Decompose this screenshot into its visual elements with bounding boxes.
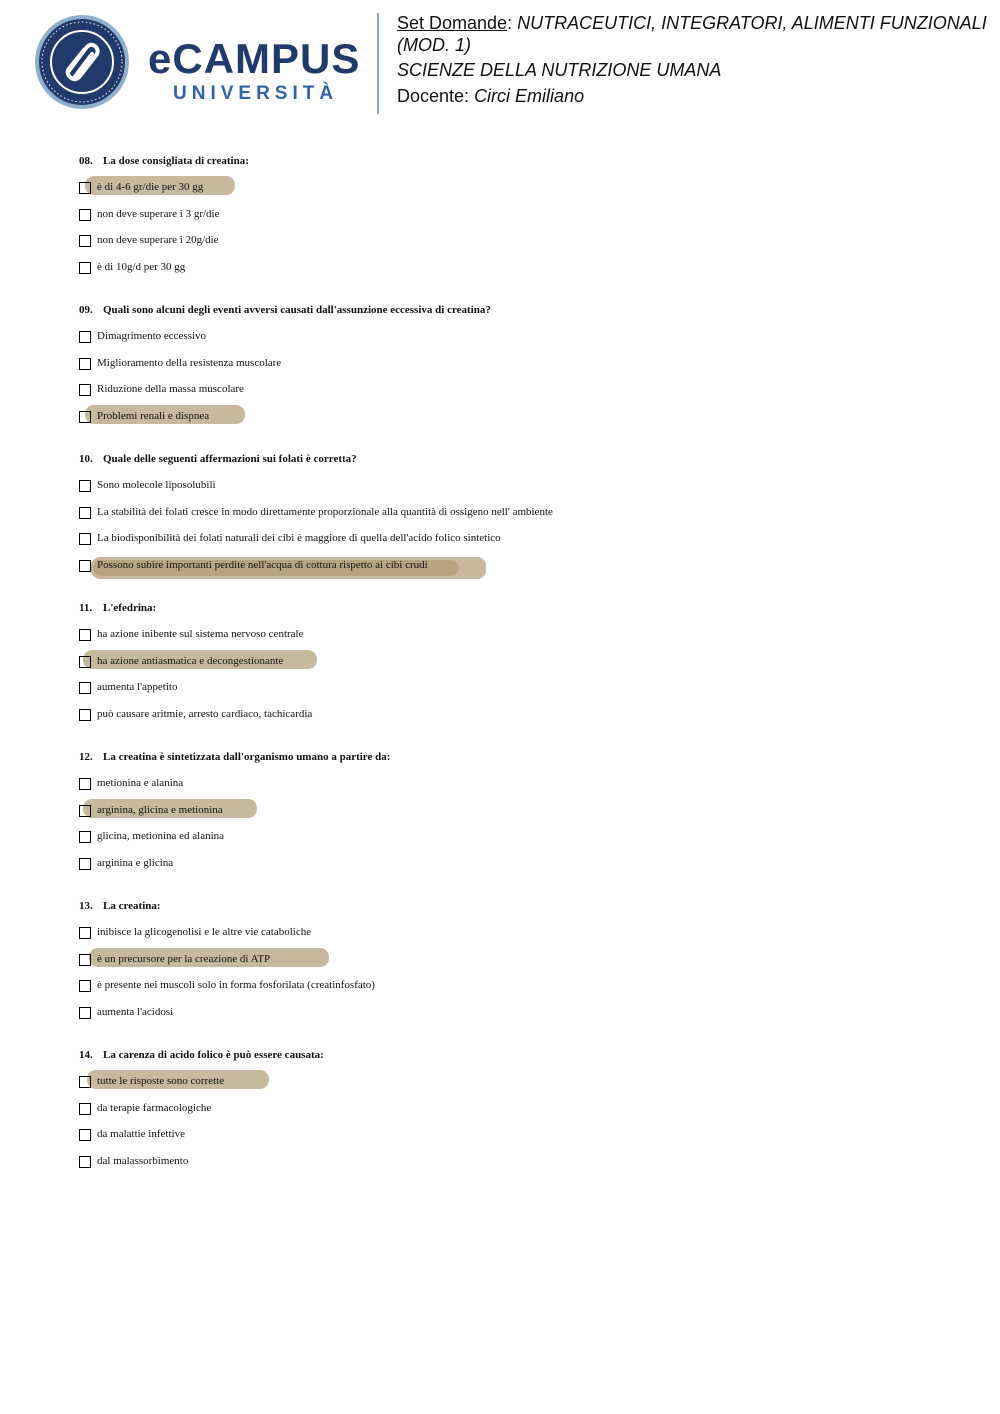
- question-14: [79, 1047, 959, 1179]
- question-title: [79, 898, 959, 915]
- answer-option[interactable]: [79, 477, 959, 504]
- answer-text: inibisce la glicogenolisi e le altre vie cataboliche: [97, 926, 312, 938]
- question-title: [79, 600, 959, 617]
- answer-text: Problemi renali e dispnea: [97, 409, 210, 422]
- set-colon: :: [507, 13, 513, 33]
- answer-option[interactable]: [79, 951, 959, 978]
- answer-text: tutte le risposte sono corrette: [97, 1075, 225, 1087]
- question-number: 11.: [79, 602, 93, 614]
- answer-text: da terapie farmacologiche: [97, 1101, 212, 1114]
- answer-checkbox[interactable]: [79, 805, 91, 817]
- question-number: 12.: [79, 751, 93, 763]
- answer-text: è un precursore per la creazione di ATP: [97, 952, 271, 965]
- brand-subtitle: UNIVERSITÀ: [173, 83, 339, 104]
- answer-checkbox[interactable]: [79, 411, 91, 423]
- answer-checkbox[interactable]: [79, 358, 91, 370]
- answer-checkbox[interactable]: [79, 682, 91, 694]
- answer-text: arginina, glicina e metionina: [97, 803, 223, 816]
- answer-checkbox[interactable]: [79, 1076, 91, 1088]
- question-text: La carenza di acido folico è può essere causata:: [103, 1049, 324, 1061]
- answer-text: Possono subire importanti perdite nell'acqua di cottura rispetto ai cibi crudi: [97, 558, 428, 571]
- answer-text: Dimagrimento eccessivo: [97, 330, 207, 342]
- course-name: SCIENZE DELLA NUTRIZIONE UMANA: [397, 60, 722, 80]
- answer-option[interactable]: [79, 408, 959, 435]
- answer-text: è di 4-6 gr/die per 30 gg: [97, 181, 204, 193]
- answer-checkbox[interactable]: [79, 954, 91, 966]
- question-title: [79, 153, 959, 170]
- answer-checkbox[interactable]: [79, 927, 91, 939]
- answer-option[interactable]: [79, 1126, 959, 1153]
- answer-checkbox[interactable]: [79, 858, 91, 870]
- answer-checkbox[interactable]: [79, 831, 91, 843]
- answer-checkbox[interactable]: [79, 533, 91, 545]
- answer-text: può causare aritmie, arresto cardiaco, tachicardia: [97, 707, 313, 720]
- answer-checkbox[interactable]: [79, 709, 91, 721]
- answer-checkbox[interactable]: [79, 560, 91, 572]
- answer-option[interactable]: [79, 775, 959, 802]
- answer-text: da malattie infettive: [97, 1128, 185, 1140]
- answer-option[interactable]: [79, 855, 959, 882]
- brand-wordmark: eCAMPUS: [148, 35, 361, 82]
- answer-option[interactable]: [79, 977, 959, 1004]
- question-10: [79, 451, 959, 583]
- answer-option[interactable]: [79, 828, 959, 855]
- set-subject: NUTRACEUTICI, INTEGRATORI, ALIMENTI FUNZIONALI (MOD. 1): [397, 13, 987, 55]
- answer-option[interactable]: [79, 924, 959, 951]
- answer-checkbox[interactable]: [79, 480, 91, 492]
- question-11: [79, 600, 959, 732]
- question-list: [79, 153, 959, 1196]
- answer-text: glicina, metionina ed alanina: [97, 830, 225, 842]
- answer-checkbox[interactable]: [79, 656, 91, 668]
- answer-option[interactable]: [79, 802, 959, 829]
- answer-text: Riduzione della massa muscolare: [97, 383, 244, 395]
- question-number: 09.: [79, 304, 93, 316]
- question-title: [79, 749, 959, 766]
- answer-text: Sono molecole liposolubili: [97, 479, 216, 491]
- question-number: 08.: [79, 155, 93, 167]
- set-title: [397, 12, 987, 56]
- question-text: La creatina è sintetizzata dall'organismo umano a partire da:: [103, 751, 391, 763]
- question-text: La creatina:: [103, 900, 161, 912]
- answer-checkbox[interactable]: [79, 182, 91, 194]
- answer-option[interactable]: [79, 232, 959, 259]
- question-number: 14.: [79, 1049, 93, 1061]
- answer-option[interactable]: [79, 504, 959, 531]
- answer-checkbox[interactable]: [79, 331, 91, 343]
- answer-option[interactable]: [79, 1004, 959, 1031]
- answer-text: Miglioramento della resistenza muscolare: [97, 356, 282, 369]
- answer-checkbox[interactable]: [79, 1156, 91, 1168]
- question-title: [79, 451, 959, 468]
- answer-text: non deve superare i 3 gr/die: [97, 207, 220, 220]
- answer-checkbox[interactable]: [79, 1103, 91, 1115]
- teacher-label: Docente:: [397, 86, 470, 106]
- ecampus-seal-logo: [34, 14, 130, 110]
- question-text: L'efedrina:: [103, 602, 157, 614]
- question-text: Quali sono alcuni degli eventi avversi causati dall'assunzione eccessiva di creatina?: [103, 304, 491, 316]
- question-08: [79, 153, 959, 285]
- answer-text: non deve superare i 20g/die: [97, 234, 219, 246]
- answer-text: è di 10g/d per 30 gg: [97, 260, 186, 273]
- answer-text: aumenta l'appetito: [97, 681, 178, 693]
- answer-checkbox[interactable]: [79, 1129, 91, 1141]
- teacher-name: Circi Emiliano: [474, 86, 585, 106]
- answer-text: dal malassorbimento: [97, 1154, 189, 1167]
- answer-checkbox[interactable]: [79, 235, 91, 247]
- answer-text: La stabilità dei folati cresce in modo direttamente proporzionale alla quantità di ossigeno nell' ambiente: [97, 505, 553, 518]
- answer-option[interactable]: [79, 179, 959, 206]
- answer-checkbox[interactable]: [79, 1007, 91, 1019]
- answer-option[interactable]: [79, 706, 959, 733]
- answer-text: La biodisponibilità dei folati naturali dei cibi è maggiore di quella dell'acido folico sintetico: [97, 532, 501, 544]
- answer-checkbox[interactable]: [79, 209, 91, 221]
- answer-option[interactable]: [79, 206, 959, 233]
- answer-text: metionina e alanina: [97, 777, 184, 789]
- answer-option[interactable]: [79, 1073, 959, 1100]
- answer-checkbox[interactable]: [79, 262, 91, 274]
- header-divider: [377, 13, 379, 114]
- teacher-line: [397, 85, 987, 107]
- set-label: Set Domande: [397, 13, 508, 33]
- answer-option[interactable]: [79, 259, 959, 286]
- question-text: La dose consigliata di creatina:: [103, 155, 249, 167]
- question-09: [79, 302, 959, 434]
- question-title: [79, 302, 959, 319]
- answer-option[interactable]: [79, 1153, 959, 1180]
- answer-option[interactable]: [79, 626, 959, 653]
- question-12: [79, 749, 959, 881]
- answer-text: arginina e glicina: [97, 856, 174, 869]
- answer-text: è presente nei muscoli solo in forma fosforilata (creatinfosfato): [97, 979, 375, 991]
- answer-option[interactable]: [79, 653, 959, 680]
- question-number: 10.: [79, 453, 93, 465]
- answer-checkbox[interactable]: [79, 384, 91, 396]
- answer-option[interactable]: [79, 355, 959, 382]
- question-number: 13.: [79, 900, 93, 912]
- answer-checkbox[interactable]: [79, 507, 91, 519]
- answer-checkbox[interactable]: [79, 778, 91, 790]
- page-header: [0, 0, 1000, 130]
- question-text: Quale delle seguenti affermazioni sui folati è corretta?: [103, 453, 357, 465]
- answer-option[interactable]: [79, 328, 959, 355]
- answer-text: ha azione inibente sul sistema nervoso centrale: [97, 628, 304, 640]
- answer-checkbox[interactable]: [79, 980, 91, 992]
- answer-checkbox[interactable]: [79, 629, 91, 641]
- answer-option[interactable]: [79, 679, 959, 706]
- answer-text: aumenta l'acidosi: [97, 1005, 174, 1018]
- question-title: [79, 1047, 959, 1064]
- answer-option[interactable]: [79, 557, 959, 584]
- answer-option[interactable]: [79, 1100, 959, 1127]
- answer-text: ha azione antiasmatica e decongestionante: [97, 654, 284, 667]
- question-13: [79, 898, 959, 1030]
- answer-option[interactable]: [79, 381, 959, 408]
- answer-option[interactable]: [79, 530, 959, 557]
